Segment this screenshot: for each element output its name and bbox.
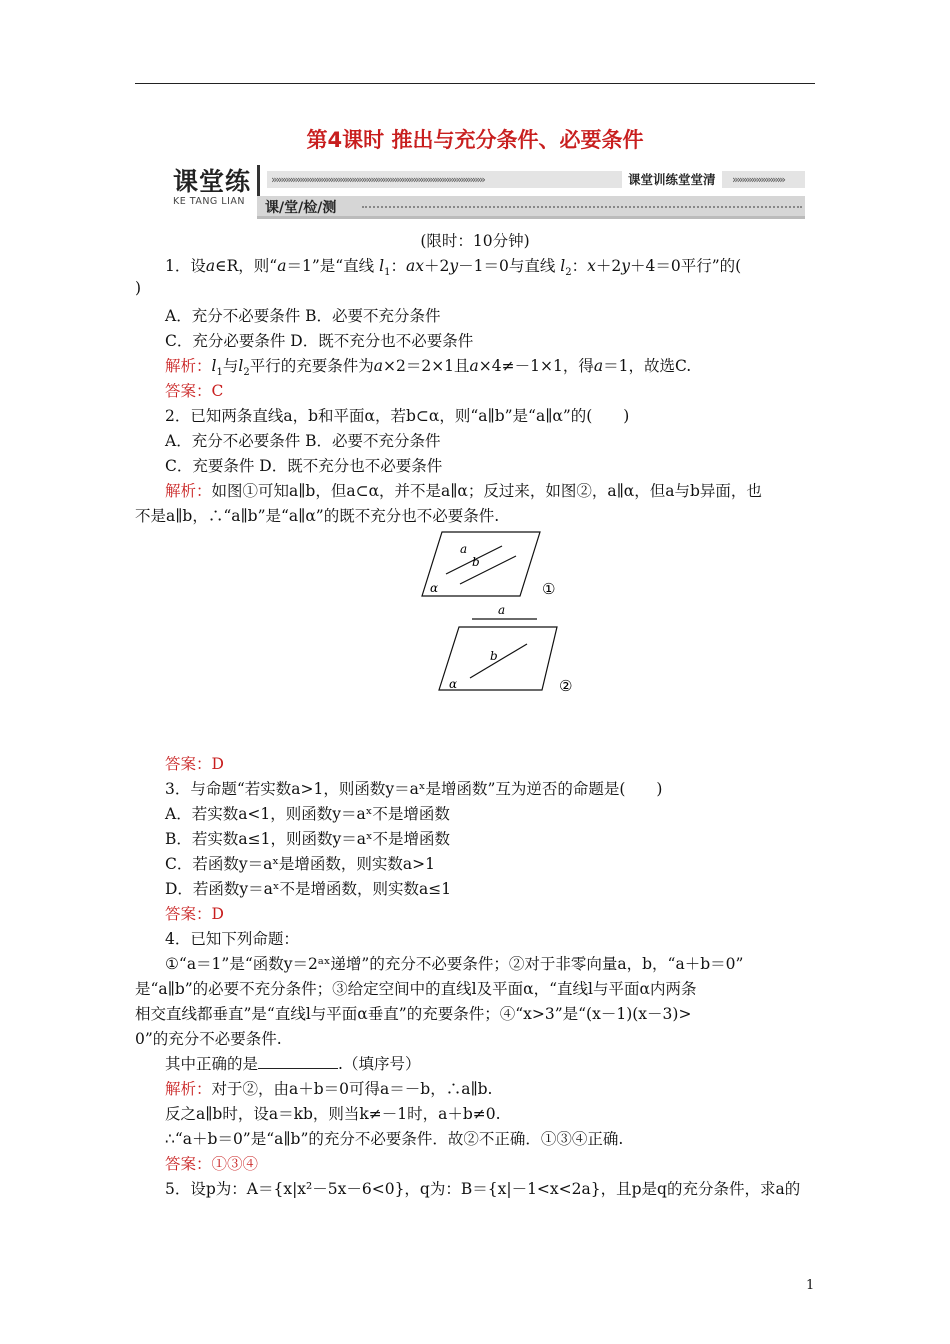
q1-options-ab: A．充分不必要条件 B．必要不充分条件 xyxy=(165,307,441,325)
page-number: 1 xyxy=(806,1278,815,1293)
q2-answer: 答案：D xyxy=(165,755,224,773)
q2-solution-line2: 不是a∥b，∴“a∥b”是“a∥α”的既不充分也不必要条件. xyxy=(135,507,500,525)
line-b-1 xyxy=(460,556,516,584)
label-b-1: b xyxy=(472,555,480,569)
figure-2 xyxy=(437,600,587,698)
banner-dots xyxy=(362,206,802,208)
banner-logo: 课堂练 xyxy=(173,167,252,196)
line-b-2 xyxy=(470,644,527,678)
label-alpha-1: α xyxy=(430,581,439,595)
q2-stem: 2．已知两条直线a，b和平面α，若b⊂α，则“a∥b”是“a∥α”的( ) xyxy=(165,407,630,425)
banner-chevrons-right: »»»»»»»»»»» xyxy=(732,173,785,186)
q1-answer: 答案：C xyxy=(165,382,224,400)
label-a-1: a xyxy=(460,542,468,556)
label-b-2: b xyxy=(490,649,498,663)
banner-label-bar xyxy=(257,196,805,216)
q1-solution: 解析：$l_1$与$l_2$平行的充要条件为a×2＝2×1且a×4≠－1×1，得a＝1，故选C. xyxy=(165,357,692,379)
q1-stem-close: ) xyxy=(135,279,142,297)
q2-options-ab: A．充分不必要条件 B．必要不充分条件 xyxy=(165,432,441,450)
q4-stem: 4．已知下列命题： xyxy=(165,930,299,948)
q2-solution-line1: 解析：如图①可知a∥b，但a⊂α，并不是a∥α；反过来，如图②，a∥α，但a与b异面，也 xyxy=(165,482,762,500)
q4-statement-line2: 是“a∥b”的必要不充分条件；③给定空间中的直线l及平面α，“直线l与平面α内两条 xyxy=(135,980,697,998)
banner-pinyin: KE TANG LIAN xyxy=(173,196,246,207)
q4-solution-line2: 反之a∥b时，设a＝kb，则当k≠－1时，a＋b≠0. xyxy=(165,1105,501,1123)
figure-1-number: ① xyxy=(542,580,556,598)
banner-slogan-bar xyxy=(267,171,805,188)
q3-option-d: D．若函数y＝aˣ不是增函数，则实数a≤1 xyxy=(165,880,452,898)
q5-stem: 5．设p为：A＝{x|x²－5x－6<0}，q为：B＝{x|－1<x<2a}，且p是q的充分条件，求a的 xyxy=(165,1180,801,1198)
figure-2-number: ② xyxy=(559,677,573,695)
q4-statement-line1: ①“a＝1”是“函数y＝2ᵃˣ递增”的充分不必要条件；②对于非零向量a，b，“a＋b＝0” xyxy=(165,955,744,973)
plane-alpha-1 xyxy=(422,532,540,596)
q1-stem: 1．设a∈R，则“a＝1”是“直线 $l_1$：ax＋2y－1＝0与直线 $l_2$：x＋2y＋4＝0平行”的( xyxy=(165,257,742,279)
q4-solution-line3: ∴“a＋b＝0”是“a∥b”的充分不必要条件．故②不正确．①③④正确. xyxy=(165,1130,624,1148)
q3-option-c: C．若函数y＝aˣ是增函数，则实数a>1 xyxy=(165,855,436,873)
q1-options-cd: C．充分必要条件 D．既不充分也不必要条件 xyxy=(165,332,474,350)
q3-stem: 3．与命题“若实数a>1，则函数y＝aˣ是增函数”互为逆否的命题是( ) xyxy=(165,780,663,798)
q4-answer: 答案：①③④ xyxy=(165,1155,259,1173)
q4-statement-line3: 相交直线都垂直”是“直线l与平面α垂直”的充要条件；④“x>3”是“(x－1)(x－3)> xyxy=(135,1005,692,1023)
q4-solution-line1: 解析：对于②，由a＋b＝0可得a＝－b，∴a∥b. xyxy=(165,1080,493,1098)
page-title: 第4课时 推出与充分条件、必要条件 xyxy=(306,128,644,152)
q3-option-a: A．若实数a<1，则函数y＝aˣ不是增函数 xyxy=(165,805,450,823)
banner-shadow xyxy=(257,216,805,219)
label-a-2: a xyxy=(498,603,506,617)
banner-label: 课/堂/检/测 xyxy=(265,200,337,216)
q3-answer: 答案：D xyxy=(165,905,224,923)
time-limit: (限时：10分钟) xyxy=(420,232,530,250)
q2-options-cd: C．充要条件 D．既不充分也不必要条件 xyxy=(165,457,443,475)
q4-statement-line4: 0”的充分不必要条件. xyxy=(135,1030,282,1048)
banner-chevrons: »»»»»»»»»»»»»»»»»»»»»»»»»»»»»»»»»»»»»»»»»»»»» xyxy=(271,173,484,186)
label-alpha-2: α xyxy=(449,677,458,691)
top-rule xyxy=(135,83,815,84)
banner-slogan: 课堂训练堂堂清 xyxy=(622,171,722,188)
q3-option-b: B．若实数a≤1，则函数y＝aˣ不是增函数 xyxy=(165,830,451,848)
section-banner xyxy=(165,163,805,221)
answer-blank xyxy=(258,1068,338,1069)
figure-1 xyxy=(420,528,570,600)
q4-fill-blank: 其中正确的是 .（填序号） xyxy=(165,1055,421,1073)
